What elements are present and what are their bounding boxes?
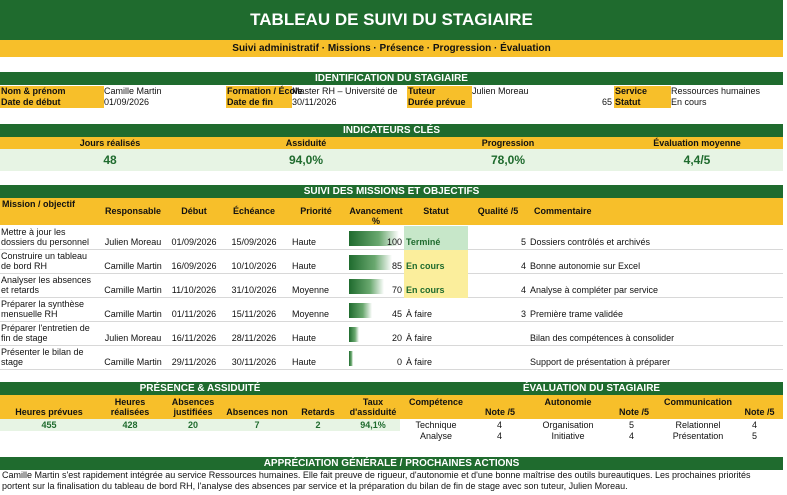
evaluation-skill[interactable]: Initiative	[551, 431, 585, 441]
presence-value: 94,1%	[360, 420, 386, 430]
mission-owner[interactable]: Camille Martin	[104, 309, 162, 319]
mission-start[interactable]: 16/11/2026	[171, 333, 217, 343]
missions-column-header: Commentaire	[534, 206, 592, 216]
kpi-value: 48	[103, 153, 117, 167]
kpi-value: 78,0%	[490, 153, 526, 167]
quality-score[interactable]: 4	[520, 261, 526, 271]
appreciation-title: APPRÉCIATION GÉNÉRALE / PROCHAINES ACTIONS	[263, 458, 520, 469]
status-badge[interactable]: À faire	[406, 309, 433, 319]
presence-column-header: Absences non	[226, 407, 288, 417]
evaluation-score[interactable]: 5	[751, 431, 757, 441]
kpi-title: INDICATEURS CLÉS	[342, 125, 441, 136]
evaluation-title: ÉVALUATION DU STAGIAIRE	[522, 383, 661, 394]
ident-value[interactable]: 01/09/2026	[104, 97, 150, 107]
mission-comment[interactable]: Bonne autonomie sur Excel	[530, 261, 641, 271]
mission-name[interactable]: Mettre à jour les dossiers du personnel	[1, 227, 90, 247]
status-badge[interactable]: Terminé	[404, 226, 468, 250]
kpi-value: 94,0%	[288, 153, 324, 167]
ident-label: Nom & prénom	[0, 86, 104, 97]
kpi-value: 4,4/5	[683, 153, 711, 167]
ident-value[interactable]: Julien Moreau	[472, 86, 529, 96]
mission-due[interactable]: 15/09/2026	[231, 237, 277, 247]
ident-label: Formation / École	[227, 86, 303, 96]
ident-label: Tuteur	[407, 86, 472, 97]
mission-due[interactable]: 28/11/2026	[231, 333, 277, 343]
evaluation-skill[interactable]: Présentation	[672, 431, 724, 441]
mission-priority[interactable]: Haute	[292, 357, 317, 367]
mission-start[interactable]: 11/10/2026	[171, 285, 217, 295]
presence-value: 2	[315, 420, 321, 430]
missions-column-header: Statut	[423, 206, 449, 216]
ident-value[interactable]: 65	[601, 97, 612, 107]
presence-column-header: Heures réalisées	[110, 397, 150, 417]
quality-score[interactable]	[470, 357, 526, 368]
presence-column-header: Absences justifiées	[171, 397, 215, 417]
mission-priority[interactable]: Haute	[292, 237, 317, 247]
mission-name[interactable]: Présenter le bilan de stage	[1, 347, 84, 367]
evaluation-skill[interactable]: Relationnel	[675, 420, 721, 430]
missions-column-header: Qualité /5	[477, 206, 519, 216]
mission-name[interactable]: Analyser les absences et retards	[1, 275, 92, 295]
missions-title: SUIVI DES MISSIONS ET OBJECTIFS	[303, 186, 480, 197]
ident-label: Statut	[614, 97, 671, 108]
ident-value[interactable]: Camille Martin	[104, 86, 162, 96]
presence-header	[0, 382, 400, 395]
presence-value: 7	[254, 420, 260, 430]
evaluation-score[interactable]: 4	[628, 431, 634, 441]
mission-start[interactable]: 29/11/2026	[171, 357, 217, 367]
ident-value[interactable]: En cours	[671, 97, 707, 107]
sheet-title-bar	[0, 0, 783, 40]
progress-bar	[349, 327, 359, 342]
evaluation-column-header: Note /5	[484, 407, 515, 417]
status-badge[interactable]: À faire	[406, 357, 433, 367]
presence-column-header: Taux d'assiduité	[349, 397, 397, 417]
mission-owner[interactable]: Julien Moreau	[104, 237, 162, 247]
evaluation-column-header: Autonomie	[544, 397, 592, 407]
evaluation-score[interactable]: 4	[751, 420, 757, 430]
missions-header	[0, 185, 783, 198]
evaluation-skill[interactable]: Organisation	[542, 420, 594, 430]
evaluation-column-header: Note /5	[744, 407, 775, 417]
sheet-title: TABLEAU DE SUIVI DU STAGIAIRE	[250, 10, 533, 29]
mission-comment[interactable]: Dossiers contrôlés et archivés	[530, 237, 651, 247]
mission-name[interactable]: Préparer l'entretien de fin de stage	[1, 323, 90, 343]
evaluation-score[interactable]: 4	[496, 420, 502, 430]
ident-value[interactable]: Master RH – Université de	[292, 86, 398, 96]
status-badge[interactable]: En cours	[404, 274, 468, 298]
kpi-header	[0, 124, 783, 137]
kpi-label: Évaluation moyenne	[653, 138, 741, 148]
presence-column-header: Heures prévues	[15, 407, 83, 417]
presence-column-header: Retards	[301, 407, 335, 417]
evaluation-column-header: Compétence	[408, 397, 463, 407]
evaluation-column-header: Note /5	[618, 407, 649, 417]
missions-column-header: Avancement %	[349, 206, 403, 226]
mission-priority[interactable]: Haute	[292, 333, 317, 343]
mission-name[interactable]: Construire un tableau de bord RH	[1, 251, 88, 271]
evaluation-column-header: Communication	[663, 397, 732, 407]
evaluation-score[interactable]: 5	[628, 420, 634, 430]
mission-due[interactable]: 15/11/2026	[231, 309, 277, 319]
row-divider	[0, 369, 783, 370]
mission-due[interactable]: 10/10/2026	[231, 261, 277, 271]
evaluation-score[interactable]: 4	[496, 431, 502, 441]
progress-bar	[349, 351, 353, 366]
mission-name[interactable]: Préparer la synthèse mensuelle RH	[1, 299, 85, 319]
missions-column-header: Échéance	[232, 206, 276, 216]
mission-priority[interactable]: Moyenne	[292, 285, 330, 295]
mission-comment[interactable]: Support de présentation à préparer	[530, 357, 671, 367]
identification-title: IDENTIFICATION DU STAGIAIRE	[315, 73, 468, 84]
appreciation-text[interactable]: Camille Martin s'est rapidement intégrée au service Ressources humaines. Elle fait preuve de rigueur, d'autonomie et d'une bonne maîtrise des outils bureautiques. Les prochaines priorités portent sur la finalisation du tableau de bord RH, l'analyse des absences par service et la préparation du bilan de fin de stage avec son tuteur, Julien Moreau.	[2, 470, 751, 491]
kpi-label: Progression	[481, 138, 535, 148]
presence-value: 20	[187, 420, 198, 430]
mission-owner[interactable]: Camille Martin	[104, 357, 162, 367]
mission-priority[interactable]: Haute	[292, 261, 317, 271]
status-badge[interactable]: À faire	[406, 333, 433, 343]
progress-value: 0	[396, 357, 402, 367]
presence-value: 428	[122, 420, 138, 430]
identification-header	[0, 72, 783, 85]
progress-value: 85	[391, 261, 402, 271]
mission-start[interactable]: 01/09/2026	[171, 237, 217, 247]
quality-score[interactable]: 5	[520, 237, 526, 247]
presence-value: 455	[41, 420, 57, 430]
mission-owner[interactable]: Julien Moreau	[104, 333, 162, 343]
kpi-label: Jours réalisés	[79, 138, 141, 148]
missions-column-header: Priorité	[300, 206, 332, 216]
mission-priority[interactable]: Moyenne	[292, 309, 330, 319]
progress-value: 100	[386, 237, 402, 247]
mission-comment[interactable]: Analyse à compléter par service	[530, 285, 659, 295]
evaluation-header	[400, 382, 783, 395]
mission-owner[interactable]: Camille Martin	[104, 261, 162, 271]
ident-label: Durée prévue	[407, 97, 472, 108]
mission-due[interactable]: 31/10/2026	[231, 285, 277, 295]
status-badge[interactable]: En cours	[404, 250, 468, 274]
missions-column-header: Responsable	[104, 206, 162, 216]
ident-label: Service	[614, 86, 671, 97]
sheet-subtitle: Suivi administratif · Missions · Présence · Progression · Évaluation	[232, 43, 551, 54]
ident-label: Date de début	[0, 97, 104, 108]
evaluation-skill[interactable]: Technique	[415, 420, 457, 430]
ident-label: Date de fin	[226, 97, 292, 108]
progress-bar	[349, 303, 372, 318]
evaluation-skill[interactable]: Analyse	[419, 431, 453, 441]
mission-comment[interactable]: Première trame validée	[530, 309, 624, 319]
quality-score[interactable]	[470, 333, 526, 344]
ident-value[interactable]: Ressources humaines	[671, 86, 761, 96]
progress-value: 45	[391, 309, 402, 319]
mission-comment[interactable]: Bilan des compétences à consolider	[530, 333, 675, 343]
quality-score[interactable]: 3	[520, 309, 526, 319]
kpi-label: Assiduité	[285, 138, 327, 148]
mission-start[interactable]: 16/09/2026	[171, 261, 217, 271]
missions-column-header: Mission / objectif	[2, 199, 76, 209]
missions-column-header: Début	[181, 206, 207, 216]
presence-title: PRÉSENCE & ASSIDUITÉ	[139, 383, 261, 394]
progress-value: 70	[391, 285, 402, 295]
mission-start[interactable]: 01/11/2026	[171, 309, 217, 319]
appreciation-header	[0, 457, 783, 470]
mission-due[interactable]: 30/11/2026	[231, 357, 277, 367]
mission-owner[interactable]: Camille Martin	[104, 285, 162, 295]
progress-value: 20	[391, 333, 402, 343]
sheet-subtitle-bar	[0, 40, 783, 57]
quality-score[interactable]: 4	[520, 285, 526, 295]
ident-value[interactable]: 30/11/2026	[292, 97, 337, 107]
